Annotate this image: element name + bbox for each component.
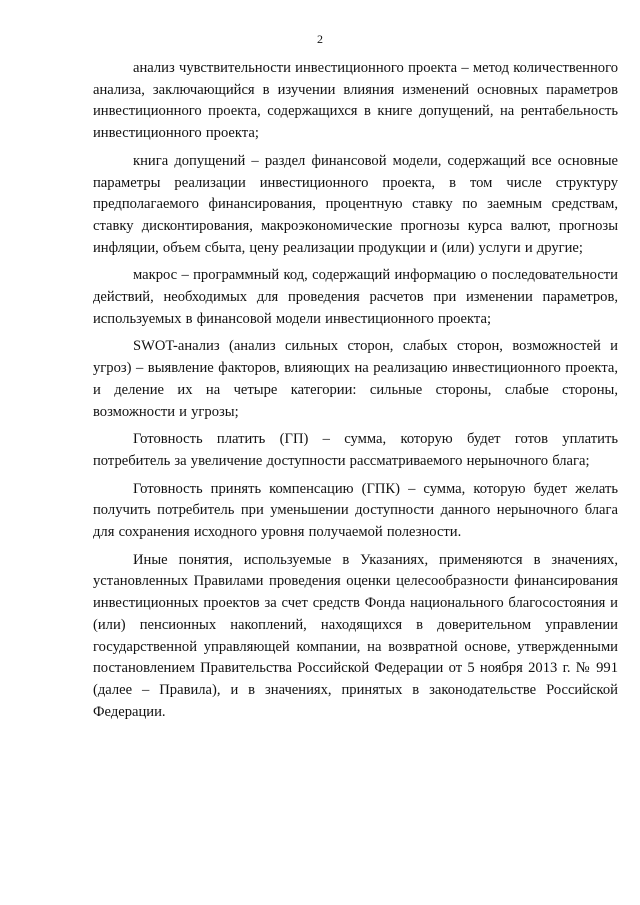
definition-swot-analysis: SWOT-анализ (анализ сильных сторон, слабых сторон, возможностей и угроз) – выявление факторов, влияющих на реализацию инвестиционного проекта, и деление их на четыре категории: сильные стороны, слабые стороны, возможности и угрозы;: [93, 338, 618, 420]
definition-assumptions-book: книга допущений – раздел финансовой модели, содержащий все основные параметры реализации инвестиционного проекта, в том числе структуру предполагаемого финансирования, процентную ставку по заемным средствам, ставку дисконтирования, макроэкономические прогнозы курса валют, прогнозы инфляции, объем сбыта, цену реализации продукции и (или) услуги и другие;: [93, 152, 618, 256]
other-terms-paragraph: Иные понятия, используемые в Указаниях, применяются в значениях, установленных Правилами проведения оценки целесообразности финансирования инвестиционных проектов за счет средств Фонда национального благосостояния и (или) пенсионных накоплений, находящихся в доверительном управлении государственной управляющей компании, на возвратной основе, утвержденными постановлением Правительства Российской Федерации от 5 ноября 2013 г. № 991 (далее – Правила), и в значениях, принятых в законодательстве Российской Федерации.: [93, 551, 618, 720]
page-number: 2: [317, 32, 323, 46]
definition-willingness-to-accept: Готовность принять компенсацию (ГПК) – сумма, которую будет желать получить потребитель при уменьшении доступности данного нерыночного блага для сохранения исходного уровня получаемой полезности.: [93, 480, 618, 541]
document-body: [93, 58, 618, 723]
definition-macro: макрос – программный код, содержащий информацию о последовательности действий, необходимых для проведения расчетов при изменении параметров, используемых в финансовой модели инвестиционного проекта;: [93, 267, 618, 327]
definition-willingness-to-pay: Готовность платить (ГП) – сумма, которую будет готов уплатить потребитель за увеличение доступности рассматриваемого нерыночного блага;: [93, 431, 618, 469]
definition-sensitivity-analysis: анализ чувствительности инвестиционного проекта – метод количественного анализа, заключающийся в изучении влияния изменений основных параметров инвестиционного проекта, содержащихся в книге допущений, на рентабельность инвестиционного проекта;: [93, 60, 618, 142]
